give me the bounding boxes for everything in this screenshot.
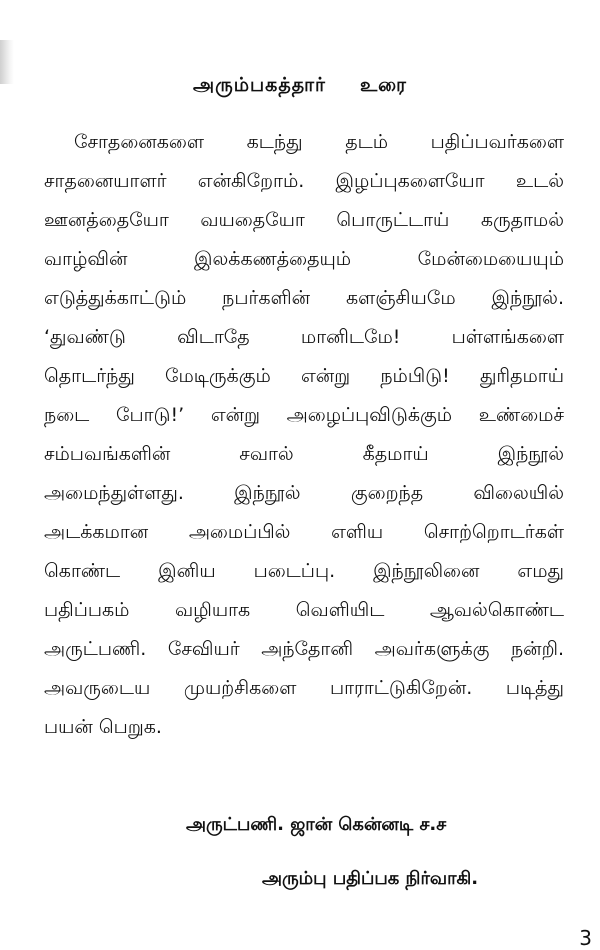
paragraph-line: பயன் பெறுக. bbox=[44, 716, 162, 738]
paragraph-line: சோதனைகளை கடந்து தடம் பதிப்பவர்களை bbox=[74, 131, 564, 153]
paragraph-line: கொண்ட இனிய படைப்பு. இந்நூலினை எமது bbox=[44, 560, 564, 582]
paragraph-line: அவருடைய முயற்சிகளை பாராட்டுகிறேன். படித்து bbox=[44, 677, 564, 699]
paragraph-line: அருட்பணி. சேவியர் அந்தோனி அவர்களுக்கு நன்றி. bbox=[44, 638, 564, 660]
paragraph-line: சாதனையாளர் என்கிறோம். இழப்புகளையோ உடல் bbox=[44, 170, 564, 192]
signature-name: அருட்பணி. ஜான் கென்னடி ச.ச bbox=[186, 814, 447, 835]
paragraph-line: அமைந்துள்ளது. இந்நூல் குறைந்த விலையில் bbox=[44, 482, 564, 504]
paragraph-line: வாழ்வின் இலக்கணத்தையும் மேன்மையையும் bbox=[44, 248, 564, 270]
foreword-paragraph bbox=[44, 123, 564, 747]
paragraph-line: சம்பவங்களின் சவால் கீதமாய் இந்நூல் bbox=[44, 443, 564, 465]
page-title bbox=[0, 74, 600, 99]
paragraph-line: ஊனத்தையோ வயதையோ பொருட்டாய் கருதாமல் bbox=[44, 209, 564, 231]
title-part-1: அரும்பகத்தார் bbox=[193, 74, 326, 96]
paragraph-line: பதிப்பகம் வழியாக வெளியிட ஆவல்கொண்ட bbox=[44, 599, 564, 621]
paragraph-line: நடை போடு!’ என்று அழைப்புவிடுக்கும் உண்மைச் bbox=[44, 404, 564, 426]
paragraph-line: தொடர்ந்து மேடிருக்கும் என்று நம்பிடு! துரிதமாய் bbox=[44, 365, 564, 387]
title-part-2: உரை bbox=[359, 74, 407, 96]
page-number: 3 bbox=[579, 926, 592, 950]
paragraph-line: எடுத்துக்காட்டும் நபர்களின் களஞ்சியமே இந்நூல். bbox=[44, 287, 564, 309]
paragraph-line: ‘துவண்டு விடாதே மானிடமே! பள்ளங்களை bbox=[44, 326, 564, 348]
paragraph-line: அடக்கமான அமைப்பில் எளிய சொற்றொடர்கள் bbox=[44, 521, 564, 543]
signature-role: அரும்பு பதிப்பக நிர்வாகி. bbox=[262, 868, 479, 889]
